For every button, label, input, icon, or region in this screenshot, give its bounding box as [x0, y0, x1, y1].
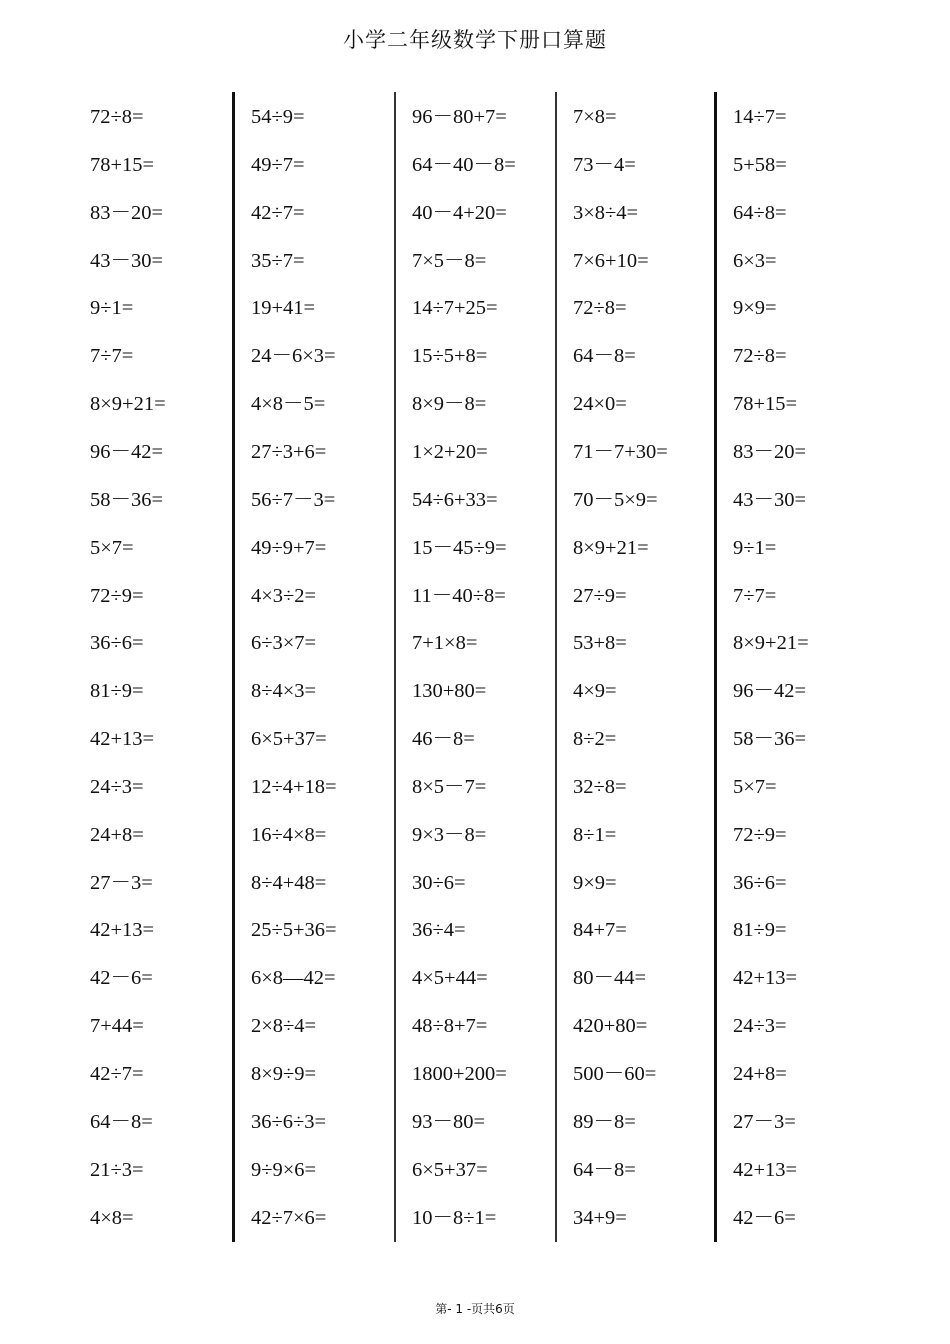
arithmetic-problem: 64－8= [573, 345, 636, 368]
arithmetic-problem: 9÷1= [90, 297, 134, 320]
arithmetic-problem: 12÷4+18= [251, 775, 337, 798]
arithmetic-problem: 42－6= [733, 1206, 796, 1229]
arithmetic-problem: 8×9+21= [733, 632, 809, 655]
arithmetic-problem-grid [0, 92, 950, 1242]
arithmetic-problem: 24÷3= [90, 775, 144, 798]
arithmetic-problem: 81÷9= [733, 919, 787, 942]
arithmetic-problem: 54÷9= [251, 106, 305, 128]
arithmetic-problem: 8×5－7= [412, 775, 487, 798]
arithmetic-problem: 8×9－8= [412, 393, 487, 416]
arithmetic-problem: 24÷3= [733, 1015, 787, 1038]
arithmetic-problem: 32÷8= [573, 775, 627, 798]
arithmetic-problem: 8÷1= [573, 823, 617, 846]
arithmetic-problem: 30÷6= [412, 871, 466, 894]
arithmetic-problem: 53+8= [573, 632, 627, 655]
arithmetic-problem: 9×3－8= [412, 823, 487, 846]
arithmetic-problem: 6×5+37= [251, 728, 327, 751]
arithmetic-problem: 42÷7= [251, 201, 305, 224]
arithmetic-problem: 5×7= [733, 775, 777, 798]
arithmetic-problem: 15÷5+8= [412, 345, 488, 368]
arithmetic-problem: 6×5+37= [412, 1158, 488, 1181]
page-number: 第- 1 -页共6页 [435, 1302, 515, 1316]
arithmetic-problem: 2×8÷4= [251, 1015, 317, 1038]
arithmetic-problem: 36÷6= [90, 632, 144, 655]
arithmetic-problem: 6×3= [733, 249, 777, 272]
arithmetic-problem: 89－8= [573, 1110, 636, 1133]
arithmetic-problem: 42－6= [90, 967, 153, 990]
arithmetic-problem: 3×8÷4= [573, 201, 639, 224]
arithmetic-problem: 83－20= [90, 201, 164, 224]
arithmetic-problem: 36÷6= [733, 871, 787, 894]
arithmetic-problem: 93－80= [412, 1110, 486, 1133]
arithmetic-problem: 64－8= [90, 1110, 153, 1133]
arithmetic-problem: 49÷9+7= [251, 536, 327, 559]
arithmetic-problem: 42+13= [733, 967, 798, 990]
arithmetic-problem: 7÷7= [90, 345, 134, 368]
arithmetic-problem: 72÷9= [733, 823, 787, 846]
arithmetic-problem: 8×9+21= [573, 536, 649, 559]
arithmetic-problem: 72÷8= [90, 106, 144, 128]
arithmetic-problem: 8×9÷9= [251, 1063, 317, 1085]
arithmetic-problem: 64－40－8= [412, 153, 516, 176]
arithmetic-problem: 7÷7= [733, 584, 777, 607]
arithmetic-problem: 1800+200= [412, 1063, 507, 1085]
arithmetic-problem: 64－8= [573, 1158, 636, 1181]
arithmetic-problem: 7+1×8= [412, 632, 478, 655]
arithmetic-problem: 84+7= [573, 919, 627, 942]
arithmetic-problem: 27－3= [733, 1110, 796, 1133]
arithmetic-problem: 42÷7= [90, 1063, 144, 1085]
arithmetic-problem: 36÷6÷3= [251, 1110, 327, 1133]
arithmetic-problem: 58－36= [90, 488, 164, 511]
arithmetic-problem: 5×7= [90, 536, 134, 559]
arithmetic-problem: 42+13= [90, 728, 155, 751]
arithmetic-problem: 35÷7= [251, 249, 305, 272]
arithmetic-problem: 4×8－5= [251, 393, 326, 416]
arithmetic-problem: 500－60= [573, 1063, 657, 1085]
arithmetic-problem: 42÷7×6= [251, 1206, 327, 1229]
arithmetic-problem: 15－45÷9= [412, 536, 507, 559]
arithmetic-problem: 34+9= [573, 1206, 627, 1229]
arithmetic-problem: 96－80+7= [412, 106, 507, 128]
arithmetic-problem: 27÷3+6= [251, 440, 327, 463]
arithmetic-problem: 78+15= [733, 393, 798, 416]
arithmetic-problem: 7×6+10= [573, 249, 649, 272]
arithmetic-problem: 96－42= [733, 680, 807, 703]
arithmetic-problem: 64÷8= [733, 201, 787, 224]
arithmetic-problem: 72÷8= [573, 297, 627, 320]
arithmetic-problem: 21÷3= [90, 1158, 144, 1181]
arithmetic-problem: 8÷4+48= [251, 871, 327, 894]
arithmetic-problem: 46－8= [412, 728, 475, 751]
arithmetic-problem: 1×2+20= [412, 440, 488, 463]
arithmetic-problem: 7×8= [573, 106, 617, 128]
arithmetic-problem: 7×5－8= [412, 249, 487, 272]
arithmetic-problem: 71－7+30= [573, 440, 668, 463]
arithmetic-problem: 27－3= [90, 871, 153, 894]
arithmetic-problem: 54÷6+33= [412, 488, 498, 511]
arithmetic-problem: 40－4+20= [412, 201, 507, 224]
arithmetic-problem: 8×9+21= [90, 393, 166, 416]
arithmetic-problem: 10－8÷1= [412, 1206, 497, 1229]
arithmetic-problem: 8÷4×3= [251, 680, 317, 703]
arithmetic-problem: 9÷1= [733, 536, 777, 559]
arithmetic-problem: 24－6×3= [251, 345, 336, 368]
arithmetic-problem: 11－40÷8= [412, 584, 506, 607]
arithmetic-problem: 83－20= [733, 440, 807, 463]
arithmetic-problem: 42+13= [90, 919, 155, 942]
arithmetic-problem: 24+8= [90, 823, 144, 846]
arithmetic-problem: 130+80= [412, 680, 487, 703]
arithmetic-problem: 73－4= [573, 153, 636, 176]
arithmetic-problem: 19+41= [251, 297, 316, 320]
arithmetic-problem: 25÷5+36= [251, 919, 337, 942]
arithmetic-problem: 96－42= [90, 440, 164, 463]
arithmetic-problem: 6×8—42= [251, 967, 336, 990]
arithmetic-problem: 14÷7= [733, 106, 787, 128]
arithmetic-problem: 7+44= [90, 1015, 144, 1038]
arithmetic-problem: 58－36= [733, 728, 807, 751]
arithmetic-problem: 14÷7+25= [412, 297, 498, 320]
arithmetic-problem: 56÷7－3= [251, 488, 336, 511]
arithmetic-problem: 4×3÷2= [251, 584, 317, 607]
arithmetic-problem: 42+13= [733, 1158, 798, 1181]
arithmetic-problem: 6÷3×7= [251, 632, 317, 655]
arithmetic-problem: 49÷7= [251, 153, 305, 176]
page-title: 小学二年级数学下册口算题 [343, 28, 607, 52]
arithmetic-problem: 81÷9= [90, 680, 144, 703]
arithmetic-problem: 78+15= [90, 153, 155, 176]
arithmetic-problem: 43－30= [90, 249, 164, 272]
arithmetic-problem: 4×5+44= [412, 967, 488, 990]
arithmetic-problem: 420+80= [573, 1015, 648, 1038]
arithmetic-problem: 43－30= [733, 488, 807, 511]
arithmetic-problem: 5+58= [733, 153, 787, 176]
arithmetic-problem: 8÷2= [573, 728, 617, 751]
arithmetic-problem: 70－5×9= [573, 488, 658, 511]
arithmetic-problem: 4×9= [573, 680, 617, 703]
arithmetic-problem: 80－44= [573, 967, 647, 990]
arithmetic-problem: 9×9= [573, 871, 617, 894]
arithmetic-problem: 27÷9= [573, 584, 627, 607]
arithmetic-problem: 9÷9×6= [251, 1158, 317, 1181]
arithmetic-problem: 36÷4= [412, 919, 466, 942]
arithmetic-problem: 72÷8= [733, 345, 787, 368]
arithmetic-problem: 48÷8+7= [412, 1015, 488, 1038]
arithmetic-problem: 72÷9= [90, 584, 144, 607]
arithmetic-problem: 24+8= [733, 1063, 787, 1085]
arithmetic-problem: 9×9= [733, 297, 777, 320]
arithmetic-problem: 24×0= [573, 393, 627, 416]
arithmetic-problem: 16÷4×8= [251, 823, 327, 846]
arithmetic-problem: 4×8= [90, 1206, 134, 1229]
